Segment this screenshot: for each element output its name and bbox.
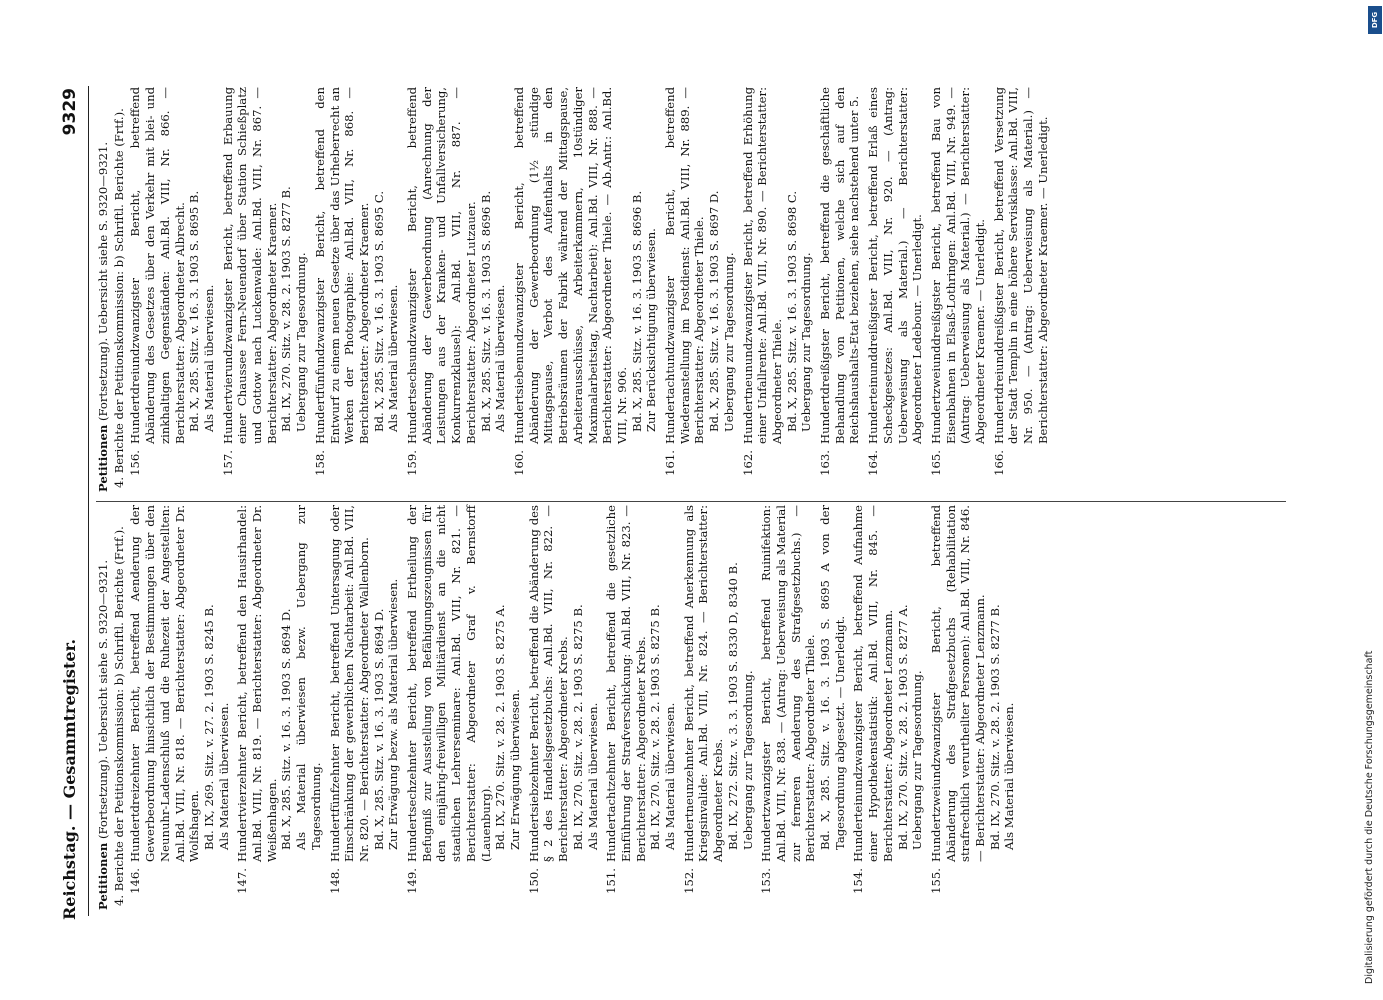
entry-reference: Bd. IX, 270. Sitz. v. 28. 2. 1903 S. 8277 A.	[895, 604, 910, 850]
entry-resolution: Als Material überwiesen.	[386, 284, 401, 432]
entry-resolution: Zur Erwägung bezw. als Material überwiesen.	[386, 578, 401, 850]
register-entry	[851, 505, 925, 910]
entry-number: 160.	[511, 450, 526, 476]
entry-resolution: Uebergang zur Tagesordnung.	[799, 252, 814, 432]
entry-resolution: Zur Erwägung überwiesen.	[507, 689, 522, 850]
header-rule	[88, 86, 89, 916]
entry-number: 151.	[604, 868, 619, 894]
page-header	[60, 0, 86, 1000]
entry-text: Hundertvierundzwanzigster Bericht, betreffend Erbauung einer Chaussee Fern-Neuendorf über Station Schießplatz und Gottow nach Luckenwalde: Anl.Bd. VIII, Nr. 867. — Berichterstatter: Abgeordneter Kraemer.	[220, 87, 279, 444]
entry-number: 155.	[928, 868, 943, 894]
entry-text: Hundertsiebenundzwanzigster Bericht, betreffend Abänderung der Gewerbeordnung (1½ stündige Mittagspause, Verbot des Aufenthalts in den Betriebsräumen der Fabrik während der Mittagspause, Arbeiterausschüsse, Arbeiterkammern, 10stündiger Maximalarbeitstag, Nachtarbeit): Anl.Bd. VIII, Nr. 888. — Berichterstatter: Abgeordneter Thiele. — Ab.Antr.: Anl.Bd. VIII, Nr. 906.	[511, 87, 629, 444]
entry-number: 162.	[740, 450, 755, 476]
entry-number: 147.	[235, 868, 250, 894]
entry-reference: Bd. X, 285. Sitz. v. 16. 3. 1903 S. 8696 B.	[478, 190, 493, 432]
entry-reference: Bd. IX, 269. Sitz. v. 27. 2. 1903 S. 8245 B.	[201, 604, 216, 850]
digitization-text: Digitalisierung gefördert durch die Deutsche Forschungsgemeinschaft	[1364, 650, 1375, 984]
register-entry	[235, 505, 323, 910]
header-title: Reichstag. — Gesammtregister.	[60, 638, 79, 920]
entry-text: Hundertzwanzigster Bericht, betreffend Ruinifektion: Anl.Bd. VIII, Nr. 838. — (Antrag: Ueberweisung als Material zur ferneren Aenderung des Strafgesetzbuchs.) — Berichterstatter: Abgeordneter Thiele.	[759, 505, 818, 862]
entry-reference: Bd. IX, 270. Sitz. v. 28. 2. 1903 S. 8275 B.	[648, 604, 663, 850]
entry-text: Hundertneunundzwanzigster Bericht, betreffend Erhöhung einer Unfallrente: Anl.Bd. VIII, Nr. 890. — Berichterstatter: Abgeordneter Thiele.	[740, 87, 784, 444]
dfg-logo-text: DFG	[1371, 11, 1379, 29]
entry-text: Hundertdreiundzwanzigster Bericht, betreffend Abänderung des Gesetzes über den Verkehr mit blei- und zinkhaltigen Gegenständen: Anl.Bd. VIII, Nr. 866. — Berichterstatter: Abgeordneter Albrecht.	[128, 87, 187, 444]
left-column-heading	[96, 505, 111, 910]
column-divider	[96, 501, 1286, 502]
register-entry	[313, 87, 401, 492]
register-entry	[682, 505, 756, 910]
entry-number: 146.	[128, 868, 143, 894]
entry-text: Hundertsechzehnter Bericht, betreffend Ertheilung der Befugniß zur Ausstellung von Befähigungszeugnissen für den einjährig-freiwilligen Militärdienst an die nicht staatlichen Lehrerseminare: Anl.Bd. VIII, Nr. 821. — Berichterstatter: Abgeordneter Graf v. Bernstorff (Lauenburg).	[405, 505, 493, 862]
register-entry	[663, 87, 737, 492]
entry-number: 164.	[866, 450, 881, 476]
entry-resolution: Zur Berücksichtigung überwiesen.	[644, 228, 659, 432]
entry-reference: Bd. X, 285. Sitz. v. 16. 3. 1903 S. 8695 B.	[187, 190, 202, 432]
entry-number: 150.	[526, 868, 541, 894]
left-heading-bold: Petitionen	[96, 842, 110, 910]
entry-text: Hundertdreiunddreißigster Bericht, betreffend Versetzung der Stadt Templin in eine höhere Servisklasse: Anl.Bd. VIII, Nr. 950. — (Antrag: Ueberweisung als Material.) — Berichterstatter: Abgeordneter Kraemer. — Unerledigt.	[991, 87, 1050, 444]
dfg-logo	[1368, 6, 1382, 34]
entry-number: 159.	[405, 450, 420, 476]
entry-text: Hunderteinunddreißigster Bericht, betreffend Erlaß eines Scheckgesetzes: Anl.Bd. VIII, Nr. 920. — (Antrag: Ueberweisung als Material.) — Berichterstatter: Abgeordneter Ledebour. — Unerledigt.	[866, 87, 925, 444]
right-heading-rest: (Fortsetzung). Uebersicht siehe S. 9320—9321.	[96, 141, 110, 422]
entry-number: 149.	[405, 868, 420, 894]
entry-reference: Bd. IX, 270. Sitz. v. 28. 2. 1903 S. 8275 B.	[570, 604, 585, 850]
right-column-heading	[96, 87, 111, 492]
register-entry	[328, 505, 402, 910]
register-entry	[992, 87, 1051, 492]
register-entry	[929, 505, 1017, 910]
entry-resolution: Als Material überwiesen.	[585, 702, 600, 850]
entry-text: Hundertzweiundzwanzigster Bericht, betreffend Abänderung des Strafgesetzbuchs (Rehabilitation strafrechtlich verurtheilter Personen): Anl.Bd. VIII, Nr. 846. — Berichterstatter: Abgeordneter Lenzmann.	[928, 505, 988, 862]
entry-resolution: Als Material überwiesen.	[493, 284, 508, 432]
register-entry	[512, 87, 659, 492]
entry-resolution: Als Material überwiesen.	[201, 284, 216, 432]
entry-number: 153.	[759, 868, 774, 894]
register-entry	[405, 87, 508, 492]
left-column	[96, 505, 1021, 910]
register-entry	[527, 505, 601, 910]
entry-number: 152.	[681, 868, 696, 894]
entry-number: 157.	[220, 450, 235, 476]
entry-number: 154.	[851, 868, 866, 894]
entry-resolution: Als Material überwiesen.	[1002, 702, 1017, 850]
entry-text: Hundertdreizehnter Bericht, betreffend Aenderung der Gewerbeordnung hinsichtlich der Bestimmungen über den Neunuhr-Ladenschluß und die Ruhezeit der Angestellten: Anl.Bd. VIII, Nr. 818. — Berichterstatter: Abgeordneter Dr. Wolfshagen.	[128, 505, 202, 862]
page-number: 9329	[60, 88, 80, 136]
entry-text: Hundertfünfundzwanzigster Bericht, betreffend den Entwurf zu einem neuen Gesetze über das Urheberrecht an Werken der Photographie: Anl.Bd. VIII, Nr. 868. — Berichterstatter: Abgeordneter Kraemer.	[312, 87, 371, 444]
entry-number: 156.	[128, 450, 143, 476]
entry-number: 158.	[312, 450, 327, 476]
digitization-note	[1358, 16, 1382, 984]
right-entries	[128, 87, 1050, 492]
register-entry	[405, 505, 523, 910]
entry-text: Hundertsechsundzwanzigster Bericht, betreffend Abänderung der Gewerbeordnung (Anrechnung der Leistungen aus der Kranken- und Unfallversicherung, Konkurrenzklausel): Anl.Bd. VIII, Nr. 887. — Berichterstatter: Abgeordneter Lutzauer.	[405, 87, 478, 444]
entry-reference: Bd. X, 285. Sitz. v. 16. 3. 1903 S. 8695 A von der Tagesordnung abgesetzt. — Unerledigt.	[818, 505, 847, 850]
entry-text: Hundertneunzehnter Bericht, betreffend Anerkennung als Kriegsinvalide: Anl.Bd. VIII, Nr. 824. — Berichterstatter: Abgeordneter Krebs.	[681, 505, 726, 862]
register-entry	[929, 87, 988, 492]
left-subheading: 4. Berichte der Petitionskommission: b) Schriftl. Berichte (Frtf.).	[111, 526, 126, 906]
entry-reference: Bd. IX, 270. Sitz. v. 28. 2. 1903 S. 8277 B.	[279, 186, 294, 432]
entry-resolution: Uebergang zur Tagesordnung.	[910, 670, 925, 850]
entry-resolution: Als Material überwiesen.	[663, 702, 678, 850]
entry-text: Hundertvierzehnter Bericht, betreffend den Hausirhandel: Anl.Bd. VIII, Nr. 819. — Berichterstatter: Abgeordneter Dr. Weißenhagen.	[235, 505, 279, 862]
entry-text: Hundertachtundzwanzigster Bericht, betreffend Wiederanstellung im Postdienst: Anl.Bd. VIII, Nr. 889. — Berichterstatter: Abgeordneter Thiele.	[663, 87, 707, 444]
entry-resolution: Uebergang zur Tagesordnung.	[294, 252, 309, 432]
entry-number: 166.	[991, 450, 1006, 476]
entry-resolution: Uebergang zur Tagesordnung.	[721, 252, 736, 432]
right-subheading: 4. Berichte der Petitionskommission: b) Schriftl. Berichte (Frtf.).	[111, 108, 126, 488]
left-entries	[128, 505, 1017, 910]
register-entry	[866, 87, 925, 492]
entry-reference: Bd. X, 285. Sitz. v. 16. 3. 1903 S. 8696 B.	[629, 190, 644, 432]
entry-text: Hundertfünfzehnter Bericht, betreffend Untersagung oder Einschränkung der gewerblichen Nachtarbeit: Anl.Bd. VIII, Nr. 820. — Berichterstatter: Abgeordneter Wallenborn.	[327, 505, 371, 862]
entry-text: Hunderteinundzwanzigster Bericht, betreffend Aufnahme einer Hypothekenstatistik: Anl.Bd. VIII, Nr. 845. — Berichterstatter: Abgeordneter Lenzmann.	[851, 505, 895, 862]
entry-number: 163.	[818, 450, 833, 476]
right-column	[96, 87, 1055, 492]
register-entry	[128, 87, 216, 492]
entry-text: Hundertsiebzehnter Bericht, betreffend die Abänderung des § 2 des Handelsgesetzbuchs: Anl.Bd. VIII, Nr. 822. — Berichterstatter: Abgeordneter Krebs.	[526, 505, 571, 862]
entry-reference: Bd. X, 285. Sitz. v. 16. 3. 1903 S. 8694 D.	[279, 608, 294, 850]
entry-reference: Bd. IX, 270. Sitz. v. 28. 2. 1903 S. 8275 A.	[493, 604, 508, 850]
entry-number: 161.	[663, 450, 678, 476]
entry-text: Hundertachtzehnter Bericht, betreffend die gesetzliche Einführung der Strafverschickung: Anl.Bd. VIII, Nr. 823. — Berichterstatter: Abgeordneter Krebs.	[604, 505, 648, 862]
entry-reference: Bd. X, 285. Sitz. v. 16. 3. 1903 S. 8694 D.	[371, 608, 386, 850]
register-entry	[604, 505, 678, 910]
entry-reference: Bd. X, 285. Sitz. v. 16. 3. 1903 S. 8697 D.	[707, 190, 722, 432]
register-entry	[221, 87, 309, 492]
entry-text: Hundertdreißigster Bericht, betreffend die geschäftliche Behandlung von Petitionen, welche sich auf den Reichshaushalts-Etat beziehen, siehe nachstehend unter 5.	[818, 87, 862, 444]
entry-text: Hundertzweiunddreißigster Bericht, betreffend Bau von Eisenbahnen in Elsaß-Lothringen: Anl.Bd. VIII, Nr. 949. — (Antrag: Ueberweisung als Material.) — Berichterstatter: Abgeordneter Kraemer. — Unerledigt.	[928, 87, 988, 444]
entry-reference: Bd. X, 285. Sitz. v. 16. 3. 1903 S. 8695 C.	[371, 190, 386, 432]
entry-resolution: Uebergang zur Tagesordnung.	[740, 670, 755, 850]
entry-number: 148.	[327, 868, 342, 894]
register-entry	[818, 87, 862, 492]
register-entry	[759, 505, 847, 910]
entry-reference: Bd. IX, 272. Sitz. v. 3. 3. 1903 S. 8330 D, 8340 B.	[725, 562, 740, 850]
entry-number: 165.	[928, 450, 943, 476]
right-heading-bold: Petitionen	[96, 424, 110, 492]
entry-reference: Bd. X, 285. Sitz. v. 16. 3. 1903 S. 8698 C.	[784, 190, 799, 432]
register-entry	[741, 87, 815, 492]
register-entry	[128, 505, 231, 910]
entry-reference: Bd. IX, 270. Sitz. v. 28. 2. 1903 S. 8277 B.	[987, 604, 1002, 850]
left-heading-rest: (Fortsetzung). Uebersicht siehe S. 9320—9321.	[96, 559, 110, 840]
entry-resolution: Als Material überwiesen bezw. Uebergang zur Tagesordnung.	[294, 505, 323, 850]
entry-resolution: Als Material überwiesen.	[216, 702, 231, 850]
